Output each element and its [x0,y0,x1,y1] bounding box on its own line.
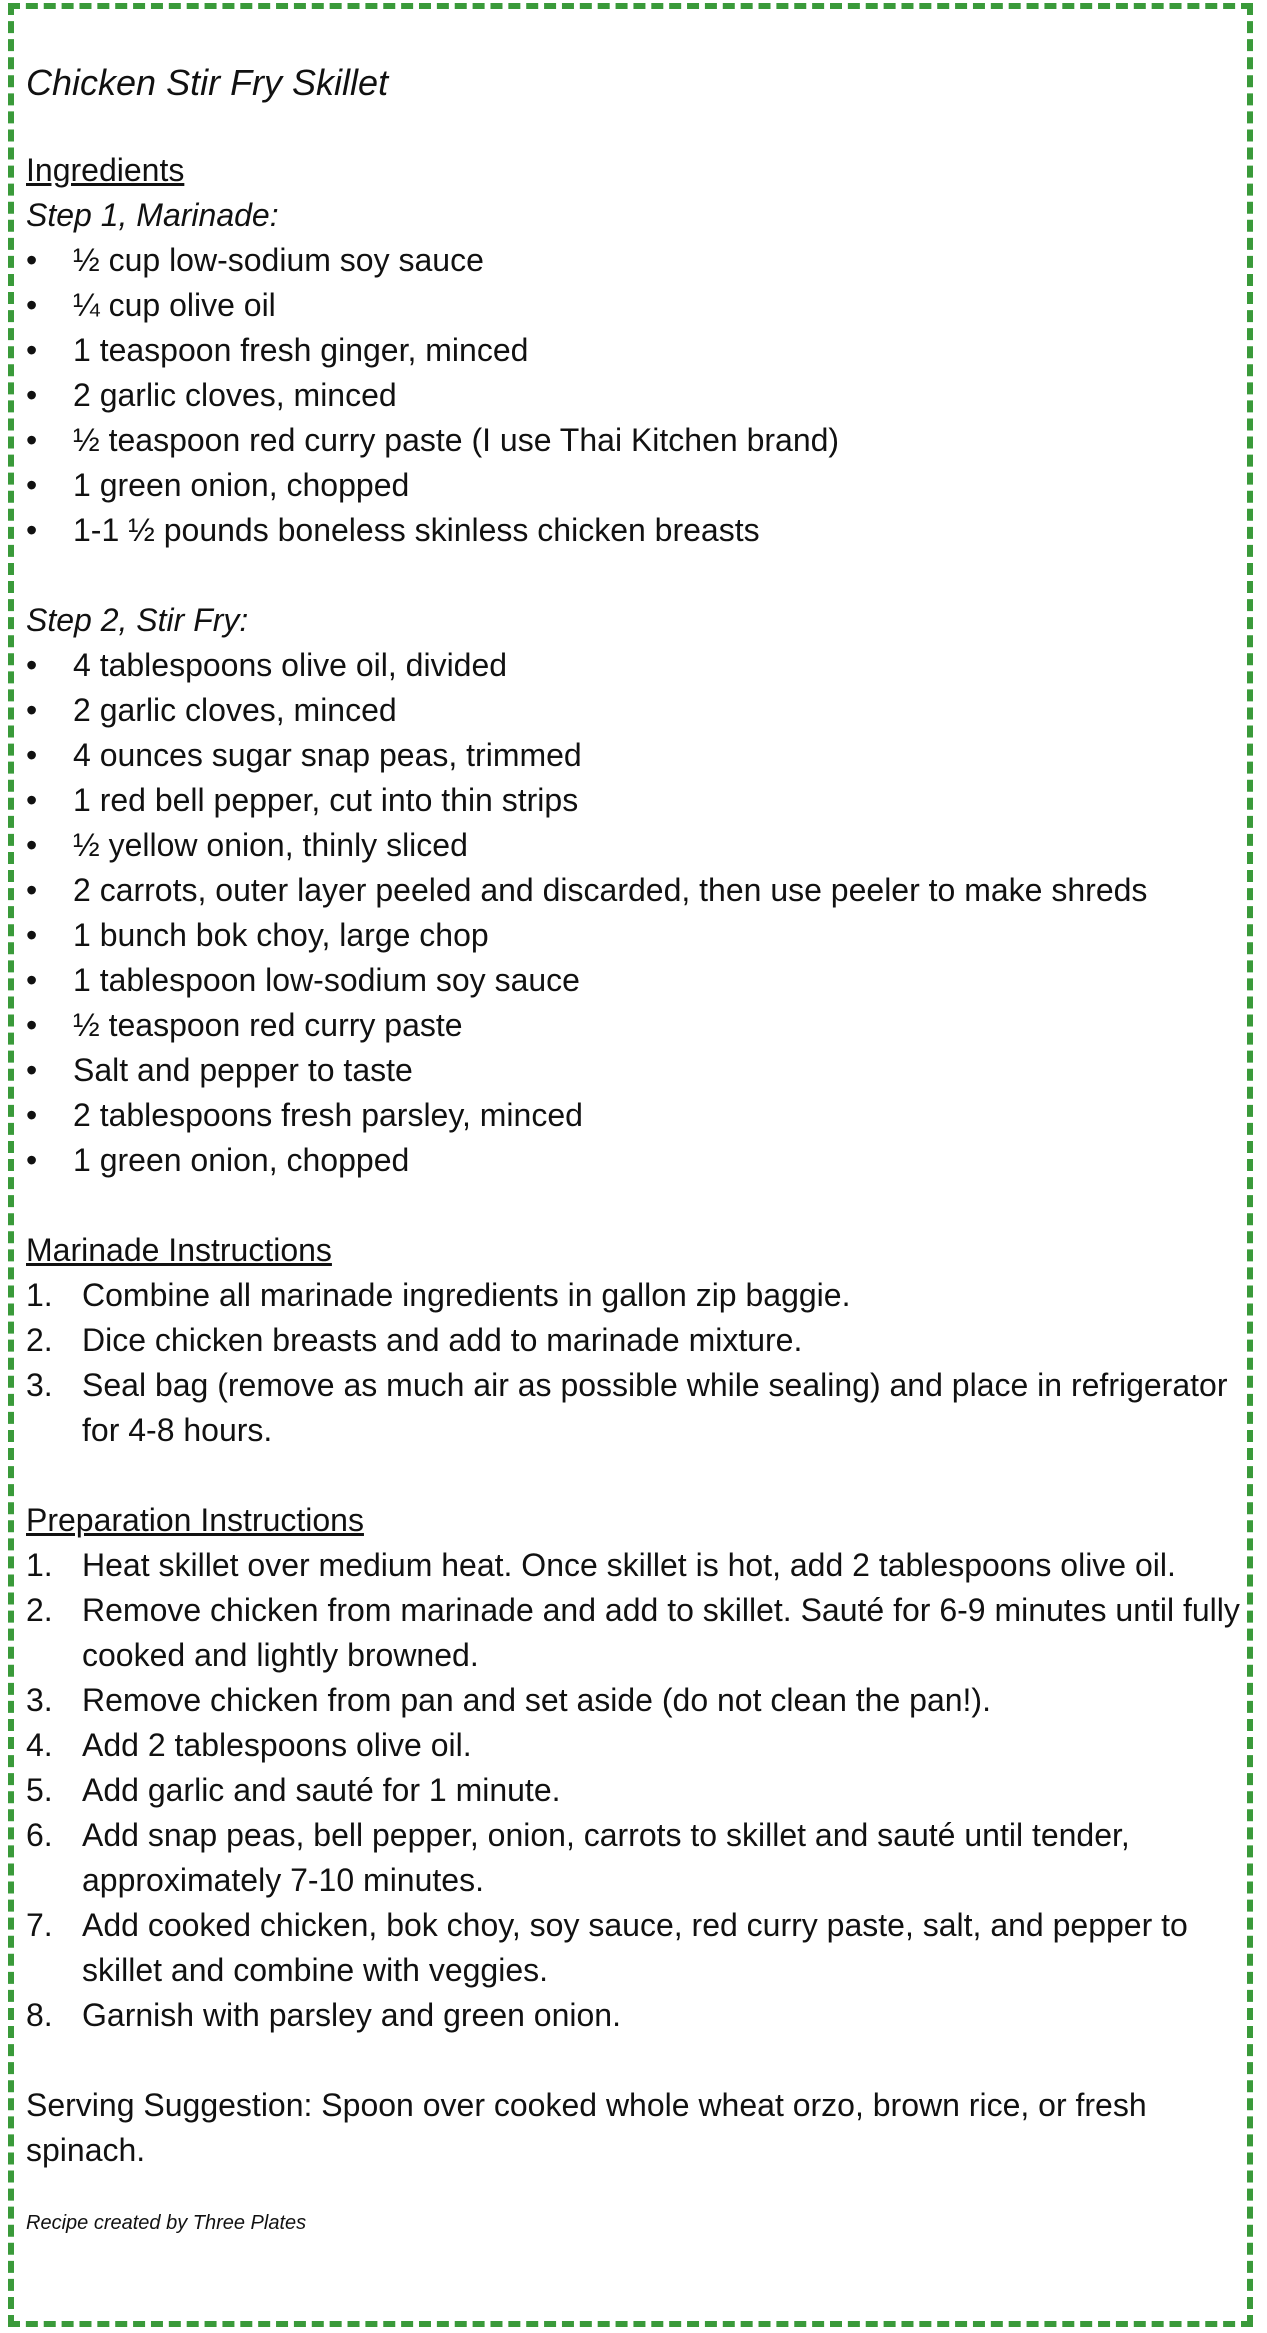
ingredient-text: Salt and pepper to taste [73,1052,413,1088]
bullet-icon: • [26,962,38,998]
ingredient-text: 1 red bell pepper, cut into thin strips [73,782,579,818]
bullet-icon: • [26,332,38,368]
list-item [26,508,1241,553]
marinade-steps-list [26,1273,1241,1453]
ingredient-text: 2 garlic cloves, minced [73,692,397,728]
ingredient-text: ½ teaspoon red curry paste (I use Thai Kitchen brand) [73,422,840,458]
step-number: 5. [26,1772,53,1808]
ingredient-text: ½ yellow onion, thinly sliced [73,827,468,863]
step-number: 3. [26,1682,53,1718]
step-number: 4. [26,1727,53,1763]
step1-label: Step 1, Marinade: [26,197,279,233]
bullet-icon: • [26,692,38,728]
bullet-icon: • [26,872,38,908]
step1-ingredient-list [26,238,1241,553]
ingredient-text: 1 tablespoon low-sodium soy sauce [73,962,580,998]
ingredient-text: ½ teaspoon red curry paste [73,1007,463,1043]
list-item [26,1363,1241,1453]
ingredient-text: 1 bunch bok choy, large chop [73,917,489,953]
step-text: Heat skillet over medium heat. Once skillet is hot, add 2 tablespoons olive oil. [82,1547,1176,1583]
list-item [26,1813,1241,1903]
marinade-instructions-heading: Marinade Instructions [26,1232,332,1268]
ingredient-text: 4 tablespoons olive oil, divided [73,647,508,683]
list-item [26,643,1241,688]
list-item [26,463,1241,508]
list-item [26,1678,1241,1723]
bullet-icon: • [26,377,38,413]
ingredients-heading: Ingredients [26,152,185,188]
spacer [26,1183,1241,1228]
spacer [26,2038,1241,2083]
list-item [26,688,1241,733]
bullet-icon: • [26,647,38,683]
list-item [26,1723,1241,1768]
preparation-instructions-heading: Preparation Instructions [26,1502,364,1538]
list-item [26,1048,1241,1093]
step-text: Dice chicken breasts and add to marinade mixture. [82,1322,803,1358]
ingredient-text: 1 green onion, chopped [73,467,410,503]
list-item [26,823,1241,868]
list-item [26,1138,1241,1183]
recipe-card [26,58,1241,2237]
bullet-icon: • [26,1097,38,1133]
list-item [26,913,1241,958]
list-item [26,1903,1241,1993]
step-number: 6. [26,1817,53,1853]
list-item [26,1273,1241,1318]
list-item [26,1993,1241,2038]
step-number: 1. [26,1277,53,1313]
step-number: 2. [26,1592,53,1628]
bullet-icon: • [26,1142,38,1178]
list-item [26,1588,1241,1678]
list-item [26,733,1241,778]
step-number: 1. [26,1547,53,1583]
list-item [26,1318,1241,1363]
step-text: Combine all marinade ingredients in gallon zip baggie. [82,1277,851,1313]
ingredient-text: 1-1 ½ pounds boneless skinless chicken breasts [73,512,760,548]
step-text: Add snap peas, bell pepper, onion, carrots to skillet and sauté until tender, approximately 7-10 minutes. [82,1817,1130,1898]
ingredient-text: 1 green onion, chopped [73,1142,410,1178]
bullet-icon: • [26,422,38,458]
step-text: Add 2 tablespoons olive oil. [82,1727,472,1763]
recipe-credit: Recipe created by Three Plates [26,2212,307,2234]
list-item [26,958,1241,1003]
serving-suggestion: Serving Suggestion: Spoon over cooked whole wheat orzo, brown rice, or fresh spinach. [26,2087,1147,2168]
preparation-steps-list [26,1543,1241,2038]
spacer [26,1453,1241,1498]
list-item [26,328,1241,373]
list-item [26,1003,1241,1048]
list-item [26,373,1241,418]
bullet-icon: • [26,827,38,863]
step-number: 2. [26,1322,53,1358]
bullet-icon: • [26,287,38,323]
bullet-icon: • [26,512,38,548]
list-item [26,868,1241,913]
step-text: Remove chicken from pan and set aside (do not clean the pan!). [82,1682,991,1718]
step2-ingredient-list [26,643,1241,1183]
list-item [26,778,1241,823]
bullet-icon: • [26,1007,38,1043]
list-item [26,238,1241,283]
ingredient-text: 4 ounces sugar snap peas, trimmed [73,737,582,773]
list-item [26,1543,1241,1588]
bullet-icon: • [26,1052,38,1088]
ingredient-text: 2 carrots, outer layer peeled and discarded, then use peeler to make shreds [73,872,1148,908]
step-text: Seal bag (remove as much air as possible while sealing) and place in refrigerator for 4-8 hours. [82,1367,1228,1448]
bullet-icon: • [26,737,38,773]
step-text: Add cooked chicken, bok choy, soy sauce, red curry paste, salt, and pepper to skillet and combine with veggies. [82,1907,1188,1988]
spacer [26,553,1241,598]
bullet-icon: • [26,917,38,953]
step-number: 3. [26,1367,53,1403]
step-number: 8. [26,1997,53,2033]
list-item [26,1768,1241,1813]
list-item [26,1093,1241,1138]
list-item [26,283,1241,328]
ingredient-text: ¼ cup olive oil [73,287,276,323]
step-number: 7. [26,1907,53,1943]
recipe-title: Chicken Stir Fry Skillet [26,62,389,103]
step2-label: Step 2, Stir Fry: [26,602,249,638]
ingredient-text: 1 teaspoon fresh ginger, minced [73,332,529,368]
step-text: Garnish with parsley and green onion. [82,1997,621,2033]
bullet-icon: • [26,467,38,503]
ingredient-text: 2 garlic cloves, minced [73,377,397,413]
ingredient-text: 2 tablespoons fresh parsley, minced [73,1097,583,1133]
bullet-icon: • [26,242,38,278]
bullet-icon: • [26,782,38,818]
list-item [26,418,1241,463]
step-text: Add garlic and sauté for 1 minute. [82,1772,561,1808]
ingredient-text: ½ cup low-sodium soy sauce [73,242,484,278]
step-text: Remove chicken from marinade and add to skillet. Sauté for 6-9 minutes until fully cooked and lightly browned. [82,1592,1240,1673]
